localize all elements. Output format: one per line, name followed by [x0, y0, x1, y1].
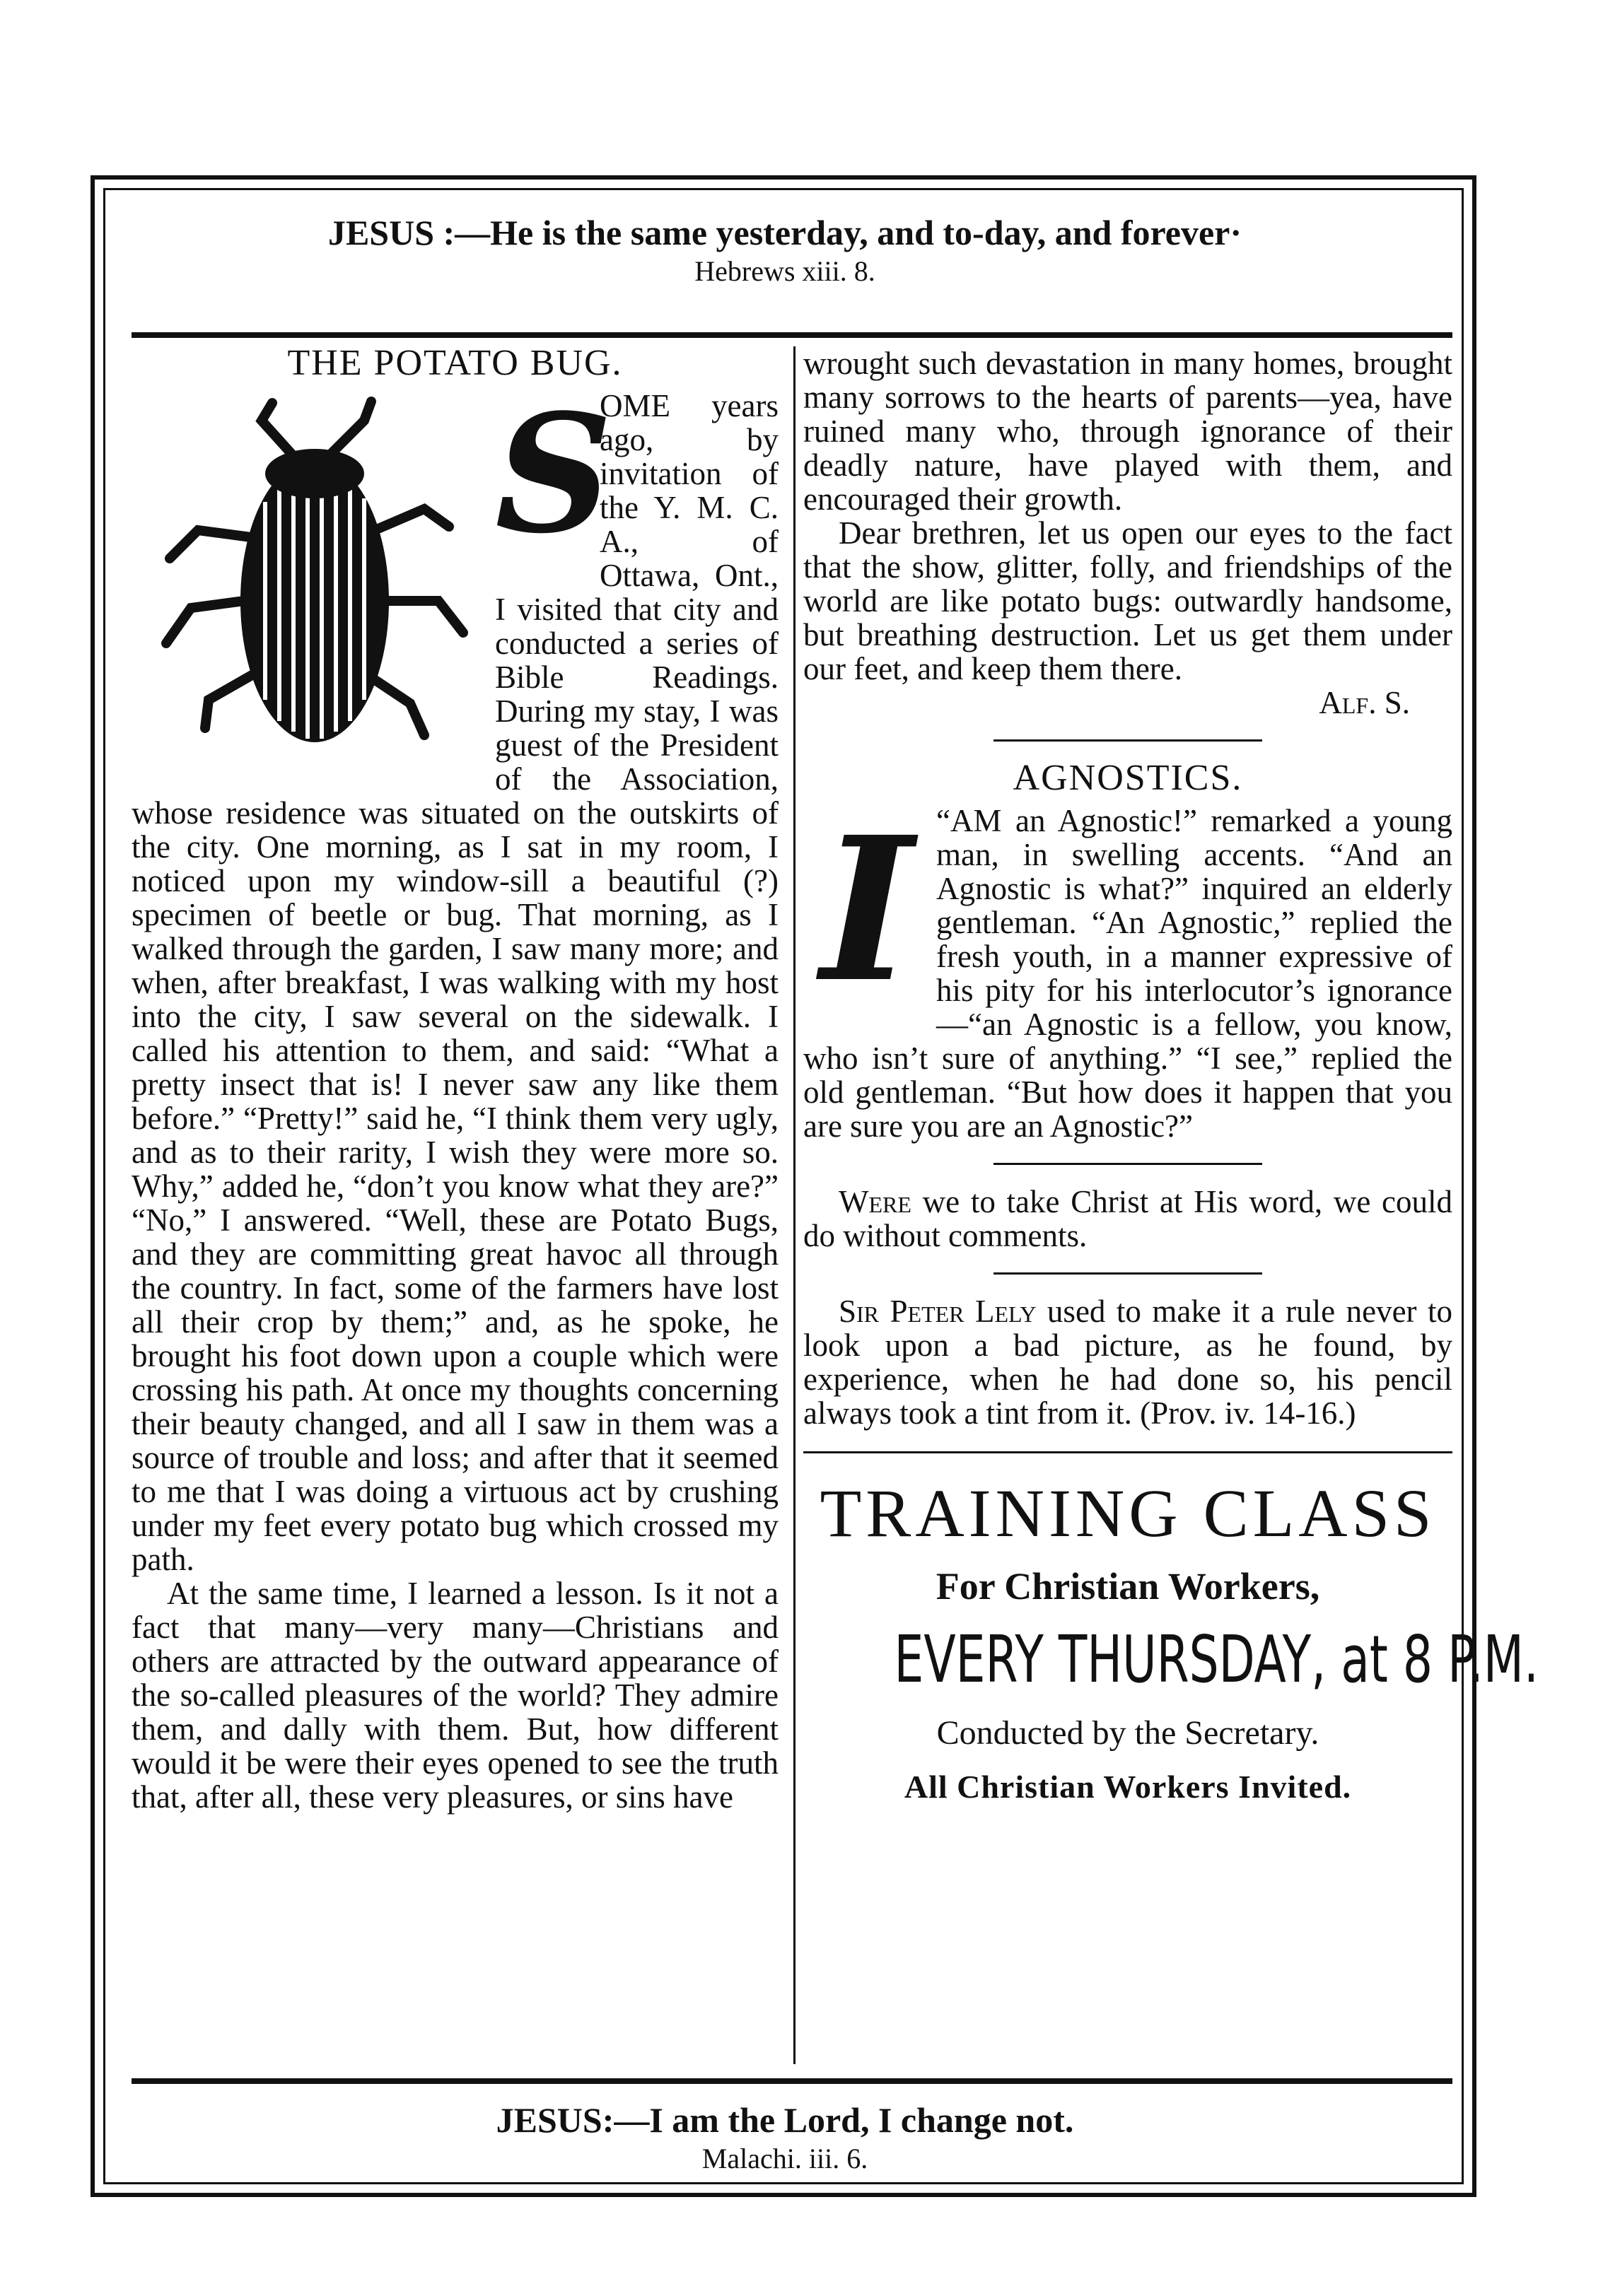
footer	[120, 2099, 1450, 2175]
header-reference: Hebrews xiii. 8.	[694, 255, 875, 287]
ad-invited: All Christian Workers Invited.	[904, 1769, 1352, 1805]
potato-bug-title: THE POTATO BUG.	[287, 343, 623, 383]
potato-bug-paragraph-2: At the same time, I learned a lesson. Is it not a fact that many—very many—Christians and others are attracted by the outward appearance of the so-called pleasures of the world? They admire them, and dally with them. But, how different would it be were their eyes opened to see the truth that, after all, these very pleasures, or sins have	[132, 1576, 779, 1815]
training-class-ad	[803, 1475, 1539, 1805]
section-divider	[993, 1272, 1262, 1275]
lely-lead: Sir Peter Lely	[839, 1294, 1037, 1329]
top-rule	[132, 332, 1452, 338]
left-column	[132, 343, 779, 1815]
agnostics-dropcap: I	[820, 794, 914, 1026]
agnostics-open-quote: “	[936, 803, 950, 838]
ad-subtitle: For Christian Workers,	[936, 1565, 1320, 1607]
were-text: we to take Christ at His word, we could do without comments.	[803, 1184, 1452, 1253]
potato-bug-paragraph-3: wrought such devastation in many homes, brought many sorrows to the hearts of parents—yea, have ruined many who, through ignorance of their deadly nature, have played with them, and encouraged their growth.	[803, 346, 1452, 517]
potato-bug-icon	[127, 389, 488, 763]
ad-top-rule	[803, 1451, 1452, 1453]
potato-bug-signature: Alf. S.	[1319, 686, 1410, 720]
right-column	[803, 346, 1539, 1805]
ad-conducted: Conducted by the Secretary.	[936, 1714, 1319, 1752]
were-paragraph	[803, 1185, 1452, 1253]
ad-title: TRAINING CLASS	[820, 1475, 1436, 1551]
agnostics-text: AM an Agnostic!” remarked a young man, in swelling accents. “And an Agnostic is what?” inquired an elderly gentleman. “An Agnostic,” replied the fresh youth, in a manner expressive of his pity for his interlocutor’s ignorance—“an Agnostic is a fellow, you know, who isn’t sure of anything.” “I see,” replied the old gentleman. “But how does it happen that you are sure you are an Agnostic?”	[803, 803, 1452, 1144]
potato-bug-paragraph-4: Dear brethren, let us open our eyes to the fact that the show, glitter, folly, and friendships of the world are like potato bugs: outwardly handsome, but breathing destruction. Let us get them under our feet, and keep them there.	[803, 515, 1452, 686]
were-lead: Were	[839, 1184, 911, 1219]
section-divider	[993, 1163, 1262, 1165]
section-divider	[993, 739, 1262, 742]
footer-reference: Malachi. iii. 6.	[701, 2143, 868, 2174]
agnostics-title: AGNOSTICS.	[1013, 758, 1243, 798]
header	[120, 212, 1450, 288]
potato-bug-dropcap: S	[495, 379, 613, 570]
header-verse: JESUS :—He is the same yesterday, and to-day, and forever·	[327, 213, 1242, 252]
potato-bug-paragraph-1: OME years ago, by invitation of the Y. M. C. A., of Ottawa, Ont., I visited that city and conducted a series of Bible Readings. During my stay, I was guest of the President of the Association, whose residence was situated on the outskirts of the city. One morning, as I sat in my room, I noticed upon my window-sill a beautiful (?) specimen of beetle or bug. That morning, as I walked through the garden, I saw many more; and when, after breakfast, I was walking with my host into the city, I saw several on the sidewalk. I called his attention to them, and said: “What a pretty insect that is! I never saw any like them before.” “Pretty!” said he, “I think them very ugly, and as to their rarity, I wish they were more so. Why,” added he, “don’t you know what they are?” “No,” I answered. “Well, these are Potato Bugs, and they are committing great havoc all through the country. In fact, some of the farmers have lost all their crop by them;” and, as he spoke, he brought his foot down upon a couple which were crossing his path. At once my thoughts concerning their beauty changed, and all I saw in them was a source of trouble and loss; and after that it seemed to me that I was doing a virtuous act by crushing under my feet every potato bug which crossed my path.	[132, 388, 779, 1577]
bottom-rule	[132, 2078, 1452, 2084]
column-divider	[793, 346, 796, 2064]
lely-paragraph	[803, 1294, 1452, 1430]
lely-text: used to make it a rule never to look upon a bad picture, as he found, by experience, when he had done so, his pencil always took a tint from it. (Prov. iv. 14-16.)	[803, 1294, 1453, 1431]
footer-verse: JESUS:—I am the Lord, I change not.	[496, 2100, 1074, 2140]
ad-schedule: EVERY THURSDAY, at 8 P.M.	[894, 1622, 1539, 1697]
